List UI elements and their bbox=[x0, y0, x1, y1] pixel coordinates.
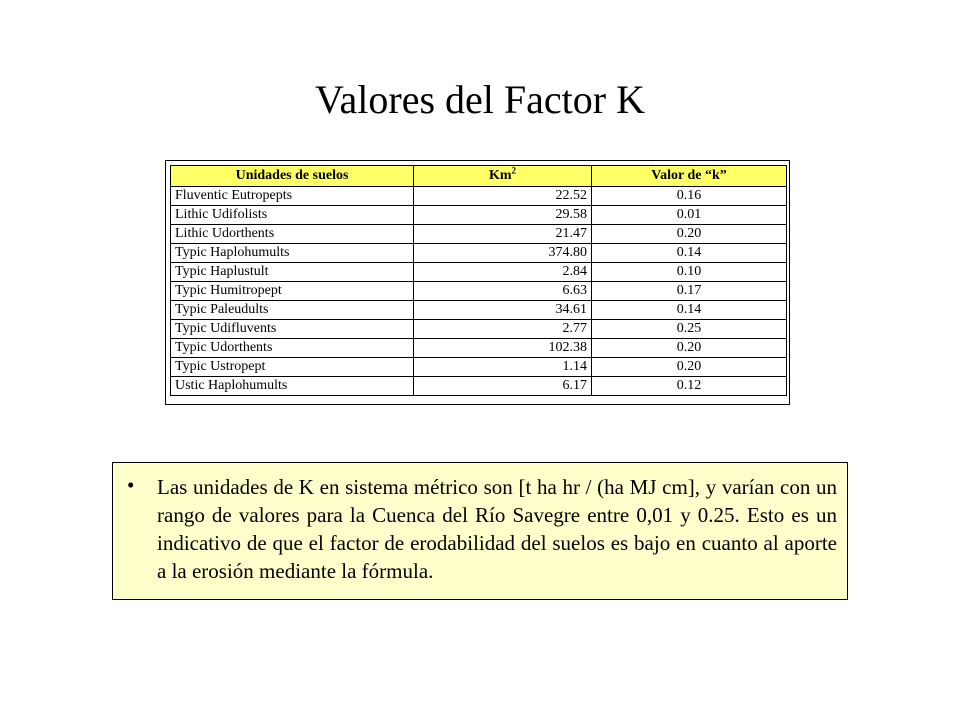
k-value-cell: 0.12 bbox=[592, 377, 787, 396]
k-value-cell: 0.14 bbox=[592, 301, 787, 320]
page-title: Valores del Factor K bbox=[315, 77, 645, 122]
k-value-cell: 0.20 bbox=[592, 339, 787, 358]
soil-unit-cell: Ustic Haplohumults bbox=[171, 377, 414, 396]
k-factor-table bbox=[170, 165, 787, 396]
header-area-unit: Km bbox=[488, 168, 512, 183]
soil-unit-cell: Fluventic Eutropepts bbox=[171, 187, 414, 206]
soil-unit-cell: Lithic Udorthents bbox=[171, 225, 414, 244]
k-value-cell: 0.20 bbox=[592, 225, 787, 244]
header-soil-unit: Unidades de suelos bbox=[171, 166, 414, 187]
area-cell: 6.17 bbox=[414, 377, 592, 396]
table-row bbox=[171, 377, 787, 396]
soil-unit-cell: Typic Paleudults bbox=[171, 301, 414, 320]
table-row bbox=[171, 282, 787, 301]
soil-unit-cell: Typic Ustropept bbox=[171, 358, 414, 377]
table-row bbox=[171, 263, 787, 282]
table-row bbox=[171, 339, 787, 358]
area-cell: 2.84 bbox=[414, 263, 592, 282]
area-cell: 2.77 bbox=[414, 320, 592, 339]
area-cell: 29.58 bbox=[414, 206, 592, 225]
k-value-cell: 0.14 bbox=[592, 244, 787, 263]
area-cell: 1.14 bbox=[414, 358, 592, 377]
k-value-cell: 0.16 bbox=[592, 187, 787, 206]
k-value-cell: 0.25 bbox=[592, 320, 787, 339]
k-value-cell: 0.01 bbox=[592, 206, 787, 225]
soil-unit-cell: Typic Udorthents bbox=[171, 339, 414, 358]
note-text: Las unidades de K en sistema métrico son [t ha hr / (ha MJ cm], y varían con un rango de valores para la Cuenca del Río Savegre entre 0,01 y 0.25. Esto es un indicativo de que el factor de erodabilidad del suelos es bajo en cuanto al aporte a la erosión mediante la fórmula. bbox=[157, 475, 837, 583]
soil-unit-cell: Typic Udifluvents bbox=[171, 320, 414, 339]
header-area-exponent: 2 bbox=[511, 165, 517, 176]
k-value-cell: 0.10 bbox=[592, 263, 787, 282]
k-value-cell: 0.17 bbox=[592, 282, 787, 301]
table-row bbox=[171, 301, 787, 320]
header-k-value: Valor de “k” bbox=[592, 166, 787, 187]
area-cell: 21.47 bbox=[414, 225, 592, 244]
table-row bbox=[171, 244, 787, 263]
table-row bbox=[171, 225, 787, 244]
bullet-marker: • bbox=[127, 473, 135, 497]
table-header-row bbox=[171, 166, 787, 187]
table-row bbox=[171, 206, 787, 225]
k-factor-table-frame bbox=[165, 160, 790, 405]
k-value-cell: 0.20 bbox=[592, 358, 787, 377]
area-cell: 34.61 bbox=[414, 301, 592, 320]
soil-unit-cell: Typic Haplohumults bbox=[171, 244, 414, 263]
area-cell: 6.63 bbox=[414, 282, 592, 301]
area-cell: 102.38 bbox=[414, 339, 592, 358]
area-cell: 22.52 bbox=[414, 187, 592, 206]
soil-unit-cell: Lithic Udifolists bbox=[171, 206, 414, 225]
note-box bbox=[112, 462, 848, 600]
area-cell: 374.80 bbox=[414, 244, 592, 263]
table-row bbox=[171, 320, 787, 339]
header-area bbox=[414, 166, 592, 187]
soil-unit-cell: Typic Haplustult bbox=[171, 263, 414, 282]
table-row bbox=[171, 358, 787, 377]
soil-unit-cell: Typic Humitropept bbox=[171, 282, 414, 301]
table-row bbox=[171, 187, 787, 206]
